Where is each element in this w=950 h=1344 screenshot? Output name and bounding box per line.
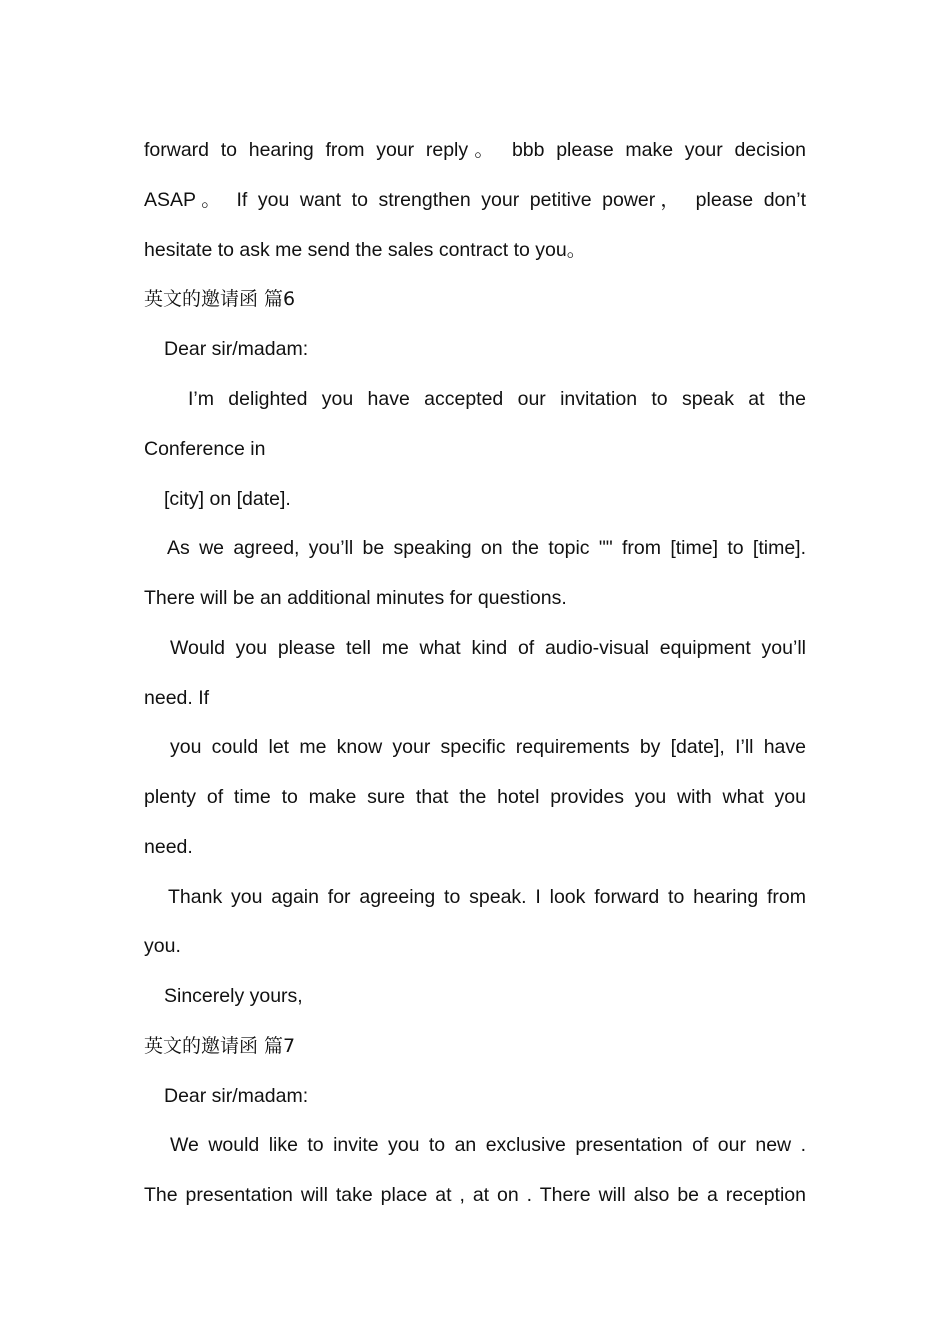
salutation: Dear sir/madam:	[164, 338, 309, 360]
paragraph-line: need.	[144, 836, 193, 858]
paragraph-line: ASAP。 If you want to strengthen your petitive power， please don’t	[144, 189, 806, 211]
section-heading: 英文的邀请函 篇6	[144, 288, 296, 310]
paragraph-line: The presentation will take place at , at on . There will also be a reception	[144, 1184, 806, 1206]
paragraph-line: I’m delighted you have accepted our invitation to speak at the	[188, 388, 806, 410]
paragraph-line: plenty of time to make sure that the hotel provides you with what you	[144, 786, 806, 808]
paragraph-line: [city] on [date].	[164, 488, 291, 510]
paragraph-line: Thank you again for agreeing to speak. I look forward to hearing from	[168, 886, 806, 908]
paragraph-line: forward to hearing from your reply。 bbb please make your decision	[144, 139, 806, 161]
paragraph-line: We would like to invite you to an exclusive presentation of our new .	[170, 1134, 806, 1156]
paragraph-line: hesitate to ask me send the sales contract to you。	[144, 239, 587, 261]
paragraph-line: As we agreed, you’ll be speaking on the topic "" from [time] to [time].	[167, 537, 806, 559]
paragraph-line: Conference in	[144, 438, 266, 460]
paragraph-line: you could let me know your specific requirements by [date], I’ll have	[170, 736, 806, 758]
section-heading: 英文的邀请函 篇7	[144, 1035, 296, 1057]
paragraph-line: need. If	[144, 687, 210, 709]
salutation: Dear sir/madam:	[164, 1085, 309, 1107]
paragraph-line: Would you please tell me what kind of audio-visual equipment you’ll	[170, 637, 806, 659]
paragraph-line: you.	[144, 935, 181, 957]
paragraph-line: There will be an additional minutes for questions.	[144, 587, 567, 609]
closing: Sincerely yours,	[164, 985, 303, 1007]
